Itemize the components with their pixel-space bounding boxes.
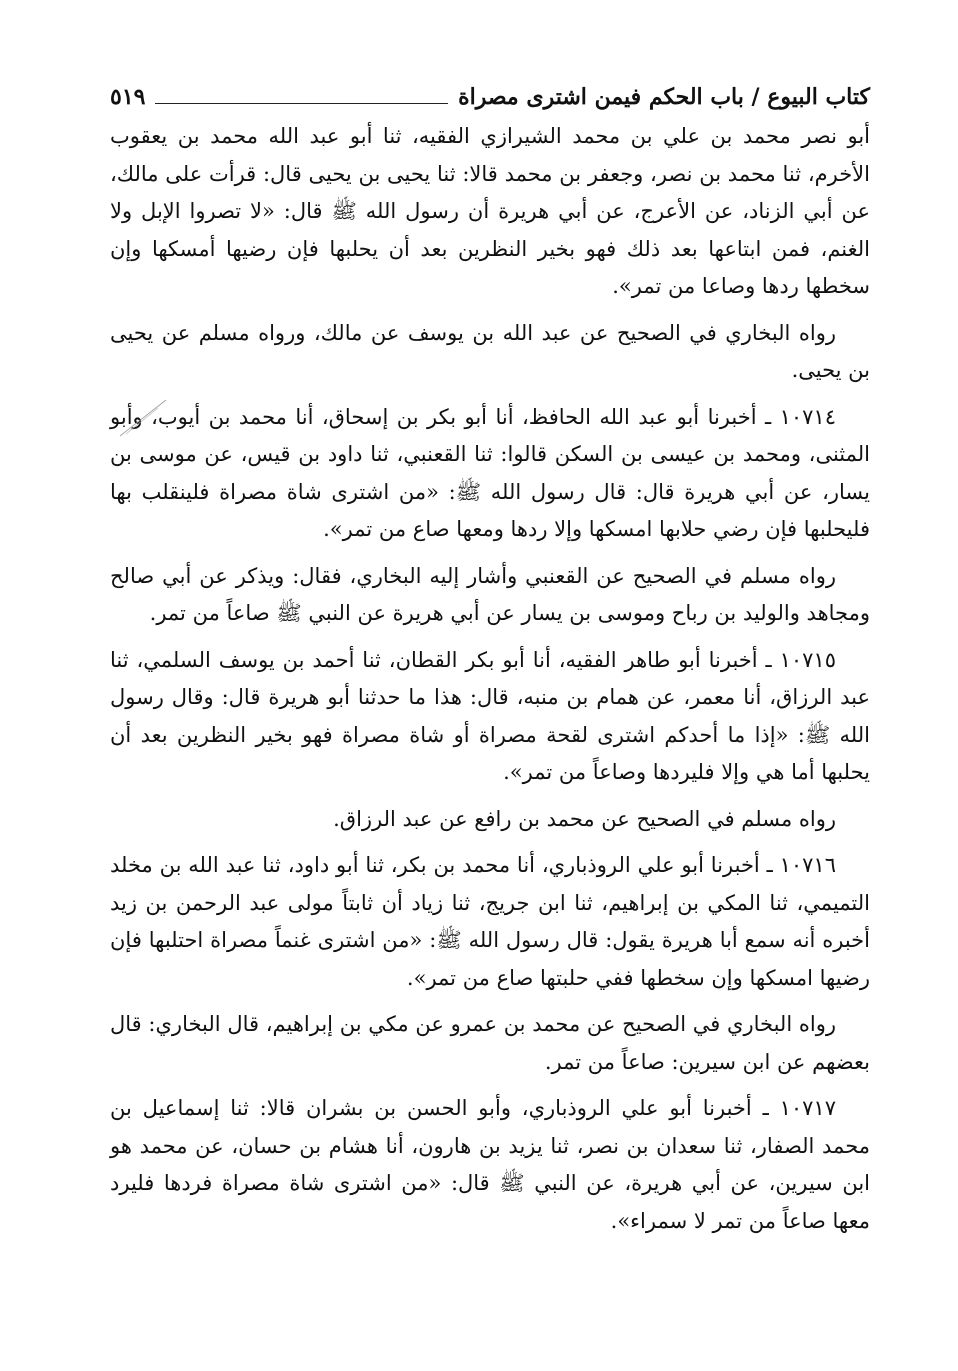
header-title: كتاب البيوع / باب الحكم فيمن اشترى مصراة bbox=[458, 84, 870, 110]
page-number: ٥١٩ bbox=[110, 84, 146, 110]
running-header bbox=[110, 82, 870, 112]
paragraph-commentary: رواه البخاري في الصحيح عن عبد الله بن يوسف عن مالك، ورواه مسلم عن يحيى بن يحيى. bbox=[110, 320, 870, 382]
paragraph-hadith-10716: ١٠٧١٦ ـ أخبرنا أبو علي الروذباري، أنا محمد بن بكر، ثنا أبو داود، ثنا عبد الله بن مخلد التميمي، ثنا المكي بن إبراهيم، ثنا ابن جريج، ثنا زياد أن ثابتاً مولى عبد الرحمن بن زيد أخبره أنه سمع أبا هريرة يقول: قال رسول الله ﷺ: «من اشترى غنماً مصراة احتلبها فإن رضيها امسكها وإن سخطها ففي حلبتها صاع من تمر». bbox=[110, 853, 870, 990]
paragraph-hadith-10715: ١٠٧١٥ ـ أخبرنا أبو طاهر الفقيه، أنا أبو بكر القطان، ثنا أحمد بن يوسف السلمي، ثنا عبد الرزاق، أنا معمر، عن همام بن منبه، قال: هذا ما حدثنا أبو هريرة قال: وقال رسول الله ﷺ: «إذا ما أحدكم اشترى لقحة مصراة أو شاة مصراة فهو بخير النظرين بعد أن يحلبها أما هي وإلا فليردها وصاعاً من تمر». bbox=[110, 647, 870, 784]
document-page bbox=[110, 82, 870, 1249]
header-rule bbox=[155, 103, 448, 104]
paragraph-commentary: رواه مسلم في الصحيح عن القعنبي وأشار إليه البخاري، فقال: ويذكر عن أبي صالح ومجاهد والوليد بن رباح وموسى بن يسار عن أبي هريرة عن النبي ﷺ صاعاً من تمر. bbox=[110, 563, 870, 625]
paragraph-hadith-10717: ١٠٧١٧ ـ أخبرنا أبو علي الروذباري، وأبو الحسن بن بشران قالا: ثنا إسماعيل بن محمد الصفار، ثنا سعدان بن نصر، ثنا يزيد بن هارون، أنا هشام بن حسان، عن محمد هو ابن سيرين، عن أبي هريرة، عن النبي ﷺ قال: «من اشترى شاة مصراة فردها فليرد معها صاعاً من تمر لا سمراء». bbox=[110, 1096, 870, 1233]
paragraph-commentary: رواه مسلم في الصحيح عن محمد بن رافع عن عبد الرزاق. bbox=[333, 806, 836, 831]
paragraph-isnad-continuation: أبو نصر محمد بن علي بن محمد الشيرازي الفقيه، ثنا أبو عبد الله محمد بن يعقوب الأخرم، ثنا محمد بن نصر، وجعفر بن محمد قالا: ثنا يحيى بن يحيى قال: قرأت على مالك، عن أبي الزناد، عن الأعرج، عن أبي هريرة أن رسول الله ﷺ قال: «لا تصروا الإبل ولا الغنم، فمن ابتاعها بعد ذلك فهو بخير النظرين بعد أن يحلبها فإن رضيها أمسكها وإن سخطها ردها وصاعا من تمر». bbox=[110, 124, 870, 298]
paragraph-hadith-10714: ١٠٧١٤ ـ أخبرنا أبو عبد الله الحافظ، أنا أبو بكر بن إسحاق، أنا محمد بن أيوب، وأبو المثنى، ومحمد بن عيسى بن السكن قالوا: ثنا القعنبي، ثنا داود بن قيس، عن موسى بن يسار، عن أبي هريرة قال: قال رسول الله ﷺ: «من اشترى شاة مصراة فلينقلب بها فليحلبها فإن رضي حلابها امسكها وإلا ردها ومعها صاع من تمر». bbox=[110, 404, 870, 541]
pencil-mark bbox=[118, 398, 168, 438]
paragraph-commentary: رواه البخاري في الصحيح عن محمد بن عمرو عن مكي بن إبراهيم، قال البخاري: قال بعضهم عن ابن سيرين: صاعاً من تمر. bbox=[110, 1012, 870, 1074]
